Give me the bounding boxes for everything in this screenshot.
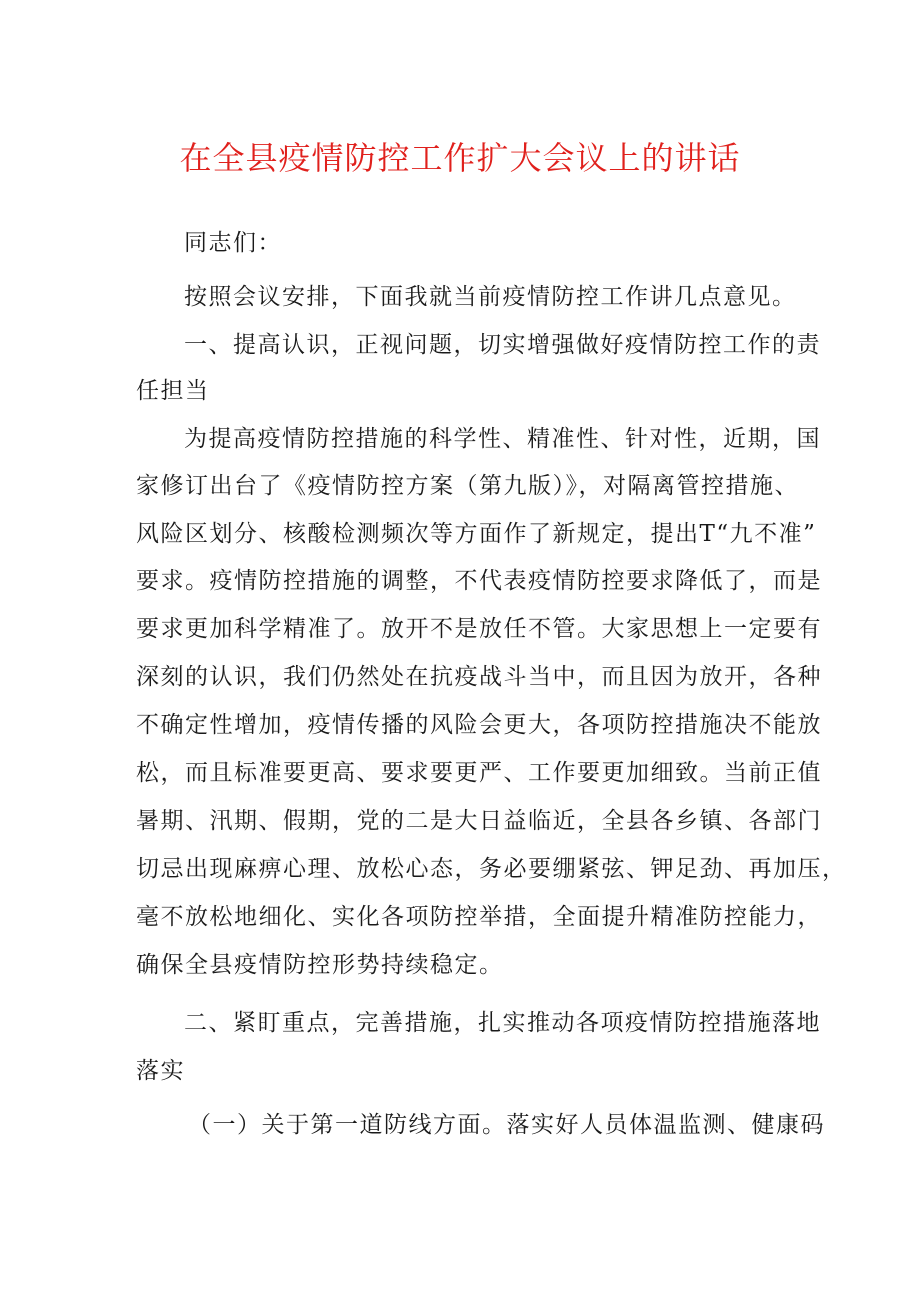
paragraph-line: 为提高疫情防控措施的科学性、精准性、针对性，近期，国	[184, 426, 821, 452]
section-heading-1-line-1: 一、提高认识，正视问题，切实增强做好疫情防控工作的责	[184, 332, 821, 358]
section-heading-2-line-1: 二、紧盯重点，完善措施，扎实推动各项疫情防控措施落地	[184, 1010, 821, 1036]
paragraph-line: 毫不放松地细化、实化各项防控举措，全面提升精准防控能力，	[136, 904, 822, 930]
paragraph-line: 家修订出台了《疫情防控方案（第九版）》，对隔离管控措施、	[136, 473, 799, 499]
intro-paragraph: 按照会议安排，下面我就当前疫情防控工作讲几点意见。	[184, 284, 797, 310]
paragraph-line: 切忌出现麻痹心理、放松心态，务必要绷紧弦、钾足劲、再加压，	[136, 856, 847, 882]
section-heading-1-line-2: 任担当	[136, 378, 210, 404]
paragraph-line: 深刻的认识，我们仍然处在抗疫战斗当中，而且因为放开，各种	[136, 664, 822, 690]
paragraph-line: 要求。疫情防控措施的调整，不代表疫情防控要求降低了，而是	[136, 568, 822, 594]
paragraph-line: 要求更加科学精准了。放开不是放任不管。大家思想上一定要有	[136, 616, 822, 642]
paragraph-line: 松，而且标准要更高、要求要更严、工作要更加细致。当前正值	[136, 760, 822, 786]
section-heading-2-line-2: 落实	[136, 1058, 185, 1084]
paragraph-line: 暑期、汛期、假期，党的二是大日益临近，全县各乡镇、各部门	[136, 808, 822, 834]
subsection-heading-1: （一）关于第一道防线方面。落实好人员体温监测、健康码	[188, 1112, 825, 1138]
paragraph-line: 不确定性增加，疫情传播的风险会更大，各项防控措施决不能放	[136, 712, 822, 738]
document-title: 在全县疫情防控工作扩大会议上的讲话	[179, 139, 741, 177]
salutation: 同志们：	[184, 230, 282, 256]
paragraph-line: 确保全县疫情防控形势持续稳定。	[136, 952, 504, 978]
paragraph-line: 风险区划分、核酸检测频次等方面作了新规定，提出T“九不准”	[136, 521, 817, 547]
